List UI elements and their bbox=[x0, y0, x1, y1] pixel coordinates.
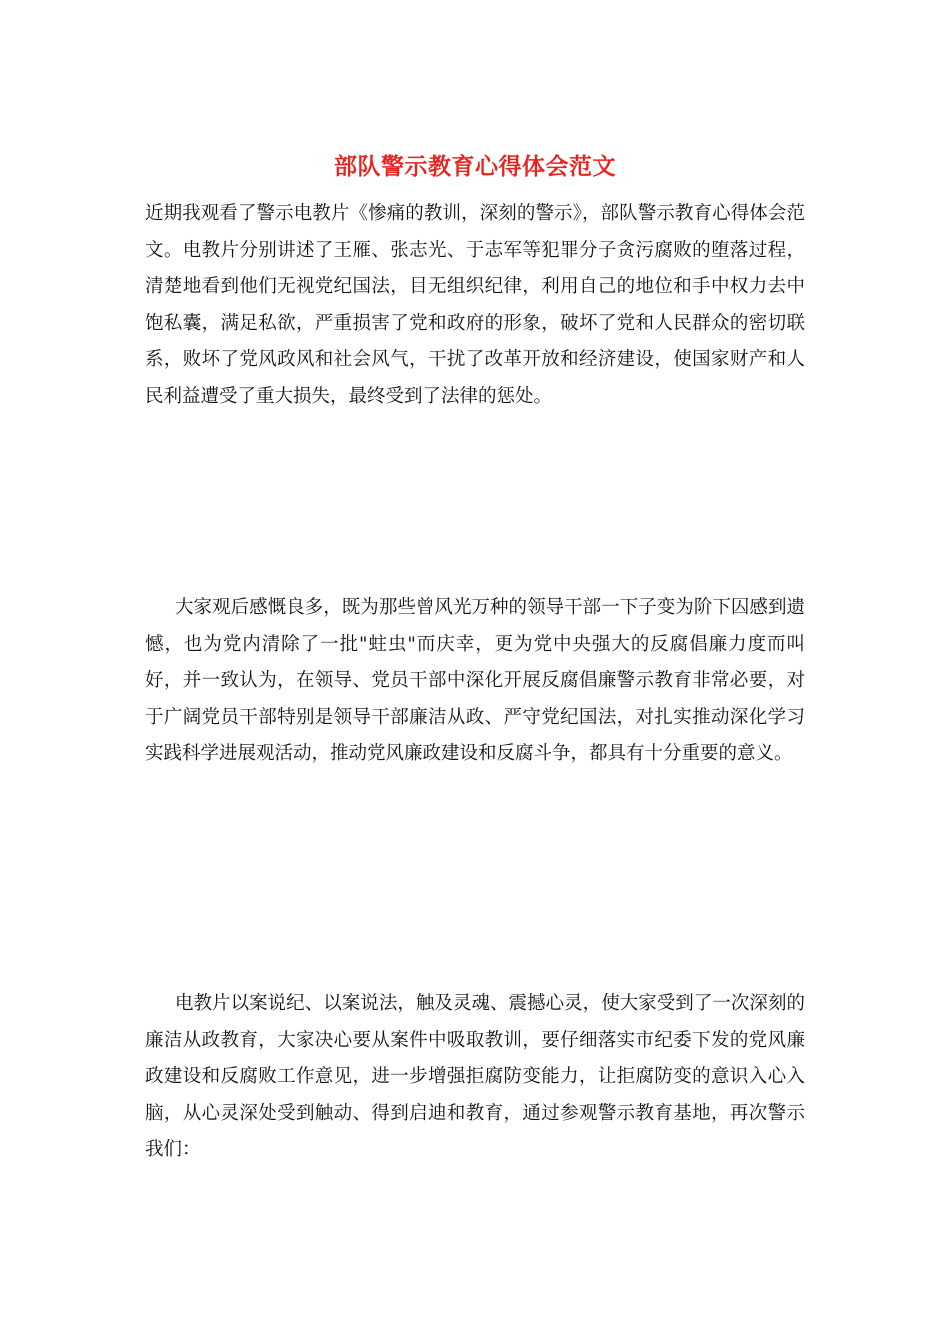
paragraph-1: 近期我观看了警示电教片《惨痛的教训，深刻的警示》，部队警示教育心得体会范文。电教片分别讲述了王雁、张志光、于志军等犯罪分子贪污腐败的堕落过程，清楚地看到他们无视党纪国法，目无组织纪律，利用自己的地位和手中权力去中饱私囊，满足私欲，严重损害了党和政府的形象，破坏了党和人民群众的密切联系，败坏了党风政风和社会风气，干扰了改革开放和经济建设，使国家财产和人民利益遭受了重大损失，最终受到了法律的惩处。 bbox=[145, 203, 805, 407]
paragraph-3: 电教片以案说纪、以案说法，触及灵魂、震撼心灵，使大家受到了一次深刻的廉洁从政教育，大家决心要从案件中吸取教训，要仔细落实市纪委下发的党风廉政建设和反腐败工作意见，进一步增强拒腐防变能力，让拒腐防变的意识入心入脑，从心灵深处受到触动、得到启迪和教育，通过参观警示教育基地，再次警示我们： bbox=[145, 993, 805, 1160]
document-title: 部队警示教育心得体会范文 bbox=[334, 153, 616, 180]
paragraph-2: 大家观后感慨良多，既为那些曾风光万种的领导干部一下子变为阶下囚感到遗憾，也为党内清除了一批"蛀虫"而庆幸，更为党中央强大的反腐倡廉力度而叫好，并一致认为，在领导、党员干部中深化开展反腐倡廉警示教育非常必要，对于广阔党员干部特别是领导干部廉洁从政、严守党纪国法，对扎实推动深化学习实践科学进展观活动，推动党风廉政建设和反腐斗争，都具有十分重要的意义。 bbox=[145, 597, 805, 764]
